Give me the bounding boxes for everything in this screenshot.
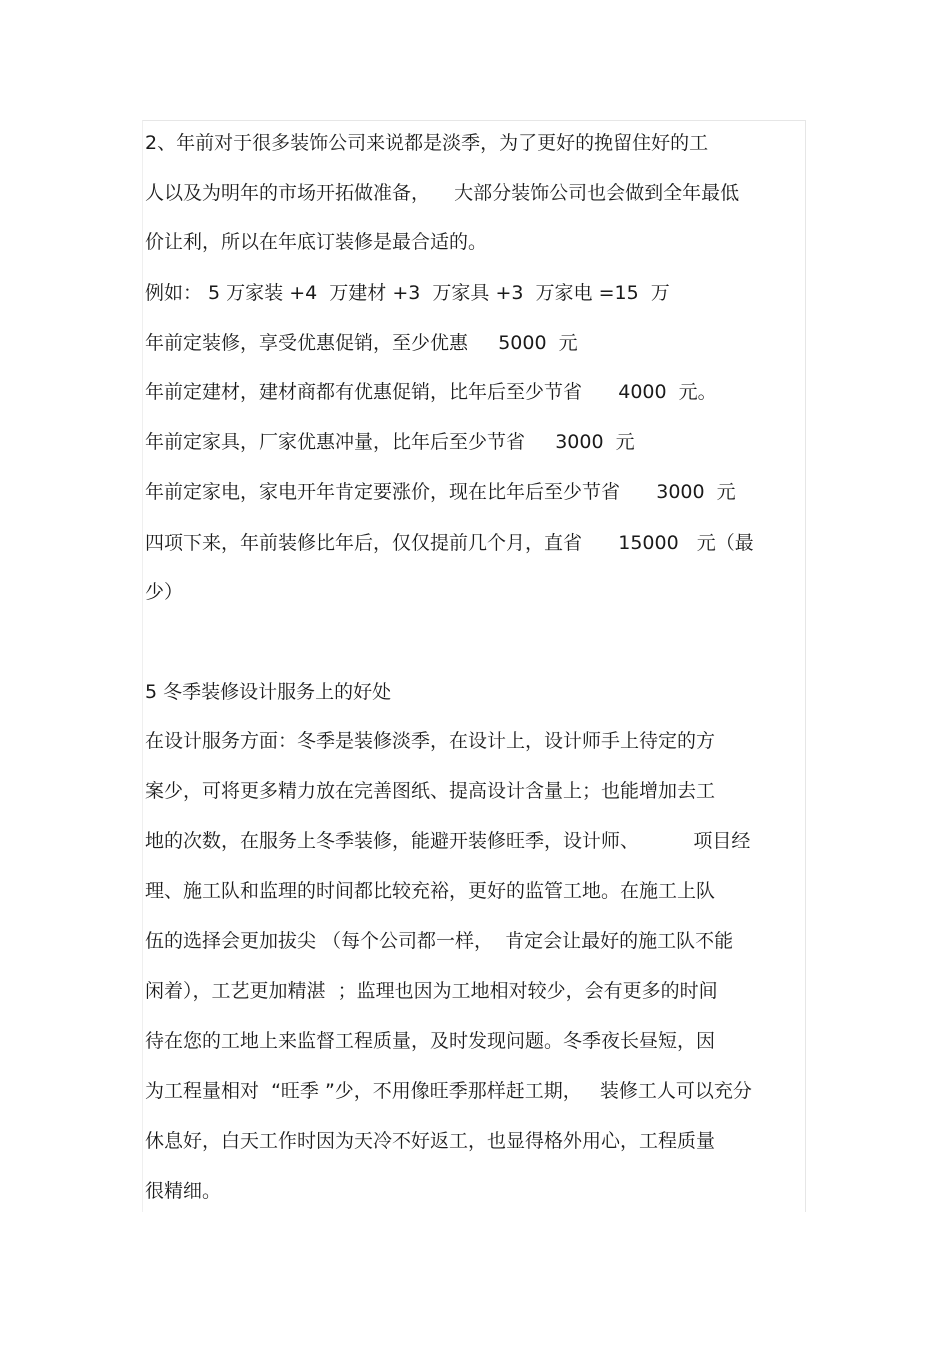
paragraph-line: 价让利，所以在年底订装修是最合适的。 — [145, 231, 488, 253]
paragraph-line: 理、施工队和监理的时间都比较充裕，更好的监管工地。在施工上队 — [145, 880, 716, 902]
paragraph-line: 为工程量相对 “旺季 ”少，不用像旺季那样赶工期， 装修工人可以充分 — [145, 1080, 752, 1102]
paragraph-line: 在设计服务方面：冬季是装修淡季，在设计上，设计师手上待定的方 — [145, 730, 716, 752]
saving-line: 年前定家电，家电开年肯定要涨价，现在比年后至少节省 3000 元 — [145, 481, 736, 503]
paragraph-line: 闲着），工艺更加精湛 ；监理也因为工地相对较少，会有更多的时间 — [145, 980, 718, 1002]
paragraph-line: 伍的选择会更加拔尖 （每个公司都一样， 肯定会让最好的施工队不能 — [145, 930, 734, 952]
section-heading: 5 冬季装修设计服务上的好处 — [145, 681, 392, 703]
saving-line: 年前定装修，享受优惠促销，至少优惠 5000 元 — [145, 332, 578, 354]
summary-line: 四项下来，年前装修比年后，仅仅提前几个月，直省 15000 元（最 — [145, 532, 754, 554]
saving-line: 年前定建材，建材商都有优惠促销，比年后至少节省 4000 元。 — [145, 381, 717, 403]
paragraph-line: 2、年前对于很多装饰公司来说都是淡季，为了更好的挽留住好的工 — [145, 132, 709, 154]
saving-line: 年前定家具，厂家优惠冲量，比年后至少节省 3000 元 — [145, 431, 635, 453]
paragraph-line: 休息好，白天工作时因为天冷不好返工，也显得格外用心，工程质量 — [145, 1130, 716, 1152]
paragraph-line: 很精细。 — [145, 1180, 222, 1202]
paragraph-line: 人以及为明年的市场开拓做准备， 大部分装饰公司也会做到全年最低 — [145, 182, 740, 204]
paragraph-line: 案少，可将更多精力放在完善图纸、提高设计含量上；也能增加去工 — [145, 780, 716, 802]
example-line: 例如： 5 万家装 +4 万建材 +3 万家具 +3 万家电 =15 万 — [145, 282, 670, 304]
paragraph-line: 地的次数，在服务上冬季装修，能避开装修旺季，设计师、 项目经 — [145, 830, 751, 852]
paragraph-line: 待在您的工地上来监督工程质量，及时发现问题。冬季夜长昼短，因 — [145, 1030, 716, 1052]
summary-line: 少） — [145, 581, 184, 603]
